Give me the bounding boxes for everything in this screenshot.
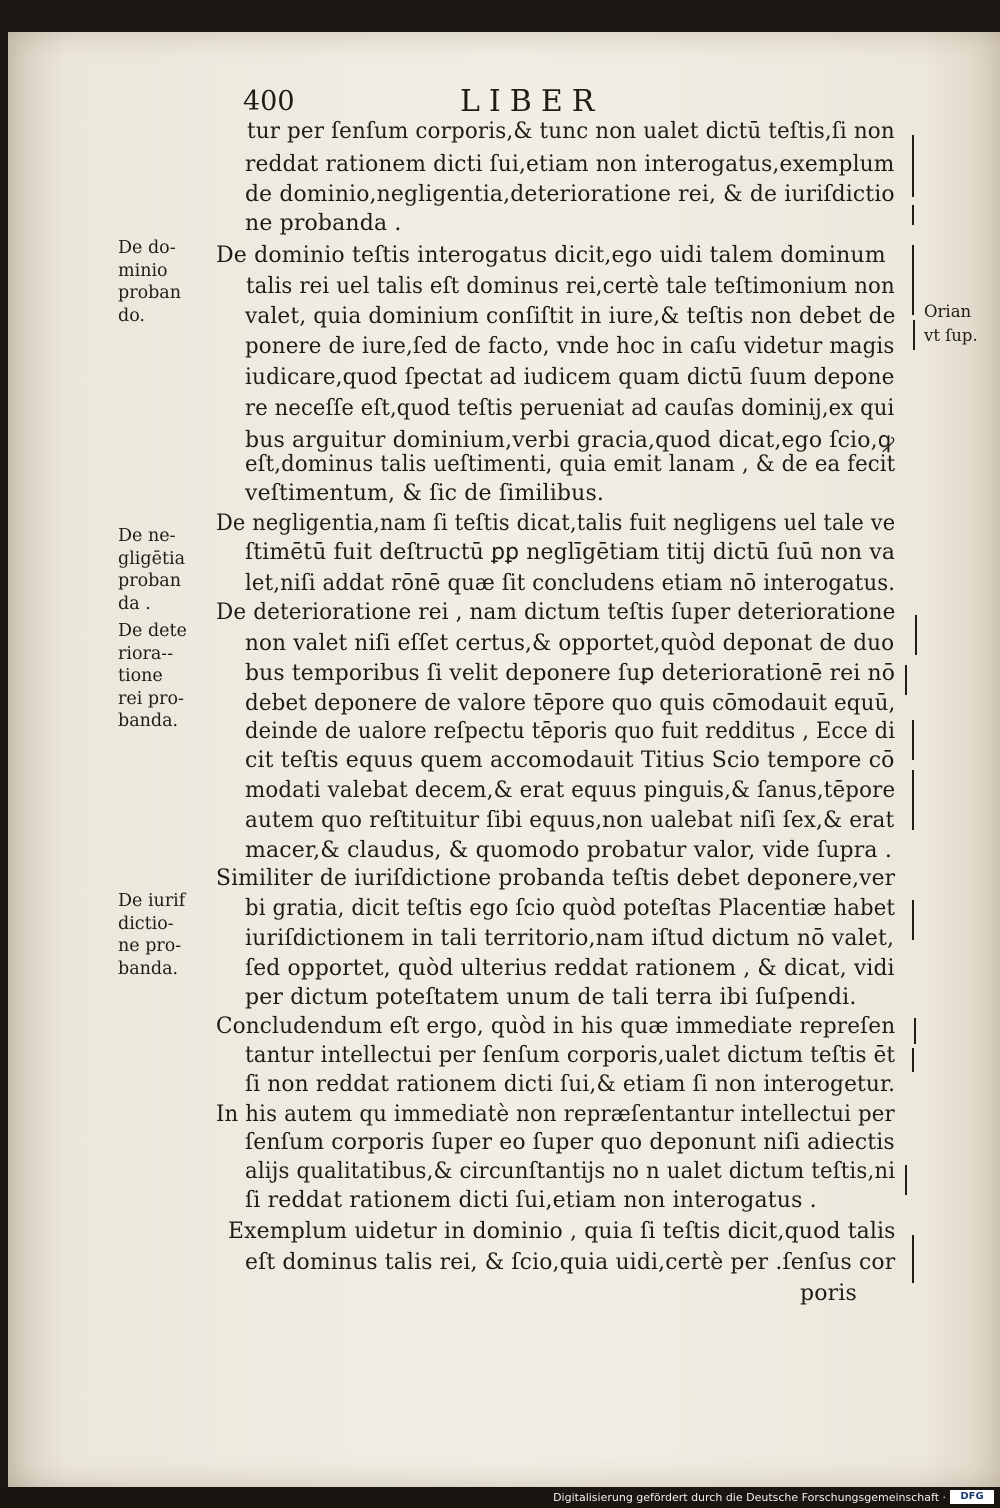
- margin-line: [912, 1235, 914, 1283]
- margin-line: [915, 615, 917, 655]
- text-line: Concludendum eſt ergo, quòd in his quæ immediate repreſen: [216, 1014, 896, 1039]
- text-line: tantur intellectui per ſenſum corporis,ualet dictum teſtis ēt: [245, 1043, 896, 1068]
- text-line: eſt,dominus talis ueſtimenti, quia emit lanam , & de ea fecit: [245, 452, 896, 477]
- page-number: 400: [243, 86, 295, 117]
- text-line: De dominio teſtis interogatus dicit,ego uidi talem dominum: [216, 243, 886, 268]
- margin-line: [914, 1018, 916, 1044]
- text-line: ne probanda .: [245, 211, 402, 236]
- text-line: modati valebat decem,& erat equus pinguis,& ſanus,tēpore: [245, 778, 896, 803]
- text-line: eſt dominus talis rei, & ſcio,quia uidi,certè per .ſenſus cor: [245, 1250, 896, 1275]
- text-line: In his autem qu immediatè non repræſentantur intellectui per: [216, 1102, 895, 1127]
- text-line: alijs qualitatibus,& circunſtantijs no n ualet dictum teſtis,ni: [245, 1159, 896, 1184]
- text-line: autem quo reſtituitur ſibi equus,non ualebat niſi ſex,& erat: [245, 808, 895, 833]
- right-margin-note: Orian vt ſup.: [924, 302, 978, 345]
- text-line: iuriſdictionem in tali territorio,nam iſtud dictum nō valet,: [245, 926, 895, 951]
- text-line: per dictum poteſtatem unum de tali terra ibi ſuſpendi.: [245, 985, 857, 1010]
- text-line: ſenſum corporis ſuper eo ſuper quo deponunt niſi adiectis: [245, 1130, 895, 1155]
- margin-line: [912, 135, 914, 197]
- text-line: ſed opportet, quòd ulterius reddat rationem , & dicat, vidi: [245, 956, 895, 981]
- footer-credit: Digitalisierung gefördert durch die Deutsche Forschungsgemeinschaft ·: [553, 1491, 946, 1504]
- text-line: De negligentia,nam ſi teſtis dicat,talis fuit negligens uel tale ve: [216, 511, 896, 536]
- margin-note-deterioratione: De dete riora-- tione rei pro- banda.: [118, 621, 187, 731]
- margin-line: [912, 1048, 914, 1072]
- text-line: bus arguitur dominium,verbi gracia,quod dicat,ego ſcio,ꝙ: [245, 428, 895, 453]
- footer-bar: [0, 1487, 1000, 1508]
- text-line: non valet niſi eſſet certus,& opportet,quòd deponat de duo: [245, 631, 895, 656]
- margin-line: [912, 900, 914, 940]
- text-line: debet deponere de valore tēpore quo quis cōmodauit equū,: [245, 691, 896, 716]
- text-line: ſi reddat rationem dicti ſui,etiam non interogatus .: [245, 1188, 817, 1213]
- margin-line: [912, 245, 914, 315]
- margin-line: [912, 205, 914, 225]
- text-line: macer,& claudus, & quomodo probatur valor, vide ſupra .: [245, 838, 892, 863]
- text-line: ſtimētū fuit deſtructū ꝑꝑ neglīgētiam titij dictū ſuū non va: [245, 540, 896, 565]
- text-line: Similiter de iuriſdictione probanda teſtis debet deponere,ver: [216, 866, 896, 891]
- text-line: bi gratia, dicit teſtis ego ſcio quòd poteſtas Placentiæ habet: [245, 896, 896, 921]
- margin-note-iurisdictione: De iurif dictio- ne pro- banda.: [118, 891, 186, 979]
- text-line: deinde de ualore reſpectu tēporis quo fuit redditus , Ecce di: [245, 719, 896, 744]
- margin-line: [912, 770, 914, 830]
- text-line: valet, quia dominium conſiſtit in iure,& teſtis non debet de: [245, 304, 896, 329]
- text-line: poris: [800, 1281, 857, 1306]
- dfg-logo: DFG: [950, 1490, 994, 1504]
- text-line: tur per ſenſum corporis,& tunc non ualet dictū teſtis,ſi non: [247, 119, 895, 144]
- text-line: reddat rationem dicti ſui,etiam non interogatus,exemplum: [245, 152, 895, 177]
- text-line: iudicare,quod ſpectat ad iudicem quam dictū ſuum depone: [245, 365, 895, 390]
- margin-note-negligentia: De ne- gligētia proban da .: [118, 526, 186, 614]
- text-line: De deterioratione rei , nam dictum teſtis ſuper deterioratione: [216, 600, 896, 625]
- text-line: let,niſi addat rōnē quæ ſit concludens etiam nō interogatus.: [245, 571, 896, 596]
- margin-line: [905, 1165, 907, 1195]
- margin-line: [905, 665, 907, 695]
- text-line: ponere de iure,ſed de facto, vnde hoc in caſu videtur magis: [245, 334, 895, 359]
- text-line: veſtimentum, & ſic de ſimilibus.: [245, 481, 605, 506]
- margin-line: [913, 320, 915, 350]
- margin-note-dominio: De do- minio proban do.: [118, 238, 182, 326]
- running-head: LIBER: [460, 84, 604, 119]
- margin-line: [912, 720, 914, 760]
- text-line: talis rei uel talis eſt dominus rei,certè tale teſtimonium non: [246, 274, 895, 299]
- text-line: de dominio,negligentia,deterioratione rei, & de iuriſdictio: [245, 182, 895, 207]
- text-line: Exemplum uidetur in dominio , quia ſi teſtis dicit,quod talis: [228, 1219, 896, 1244]
- text-line: cit teſtis equus quem accomodauit Titius Scio tempore cō: [245, 748, 895, 773]
- text-line: ſi non reddat rationem dicti ſui,& etiam ſi non interogetur.: [245, 1072, 896, 1097]
- show-through-text: [913, 412, 1000, 672]
- text-line: re neceſſe eſt,quod teſtis perueniat ad cauſas dominij,ex qui: [245, 396, 895, 421]
- text-line: bus temporibus ſi velit deponere ſuꝑ deteriorationē rei nō: [245, 661, 896, 686]
